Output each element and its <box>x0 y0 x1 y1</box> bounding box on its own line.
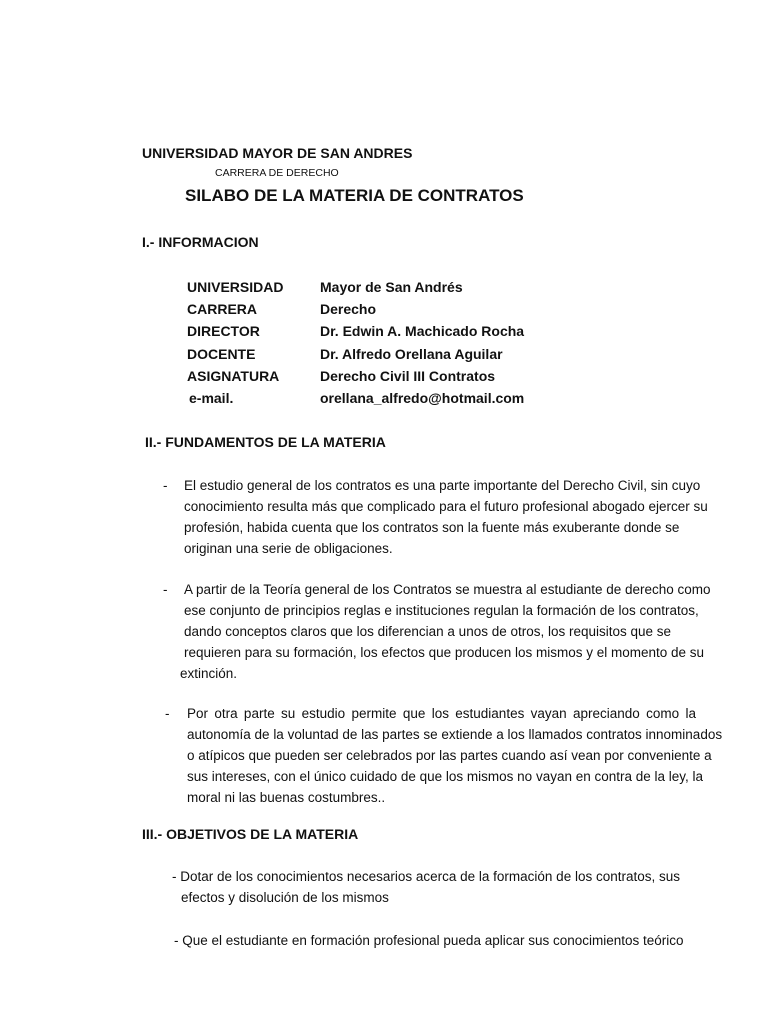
section-heading-objetivos: III.- OBJETIVOS DE LA MATERIA <box>142 826 359 842</box>
paragraph-line: A partir de la Teoría general de los Contratos se muestra al estudiante de derecho como <box>184 582 711 597</box>
info-label: DIRECTOR <box>187 323 260 339</box>
section-heading-fundamentos: II.- FUNDAMENTOS DE LA MATERIA <box>145 434 386 450</box>
list-dash: - <box>163 478 168 493</box>
objetivo-item-1 <box>0 866 768 910</box>
fundamentos-paragraph-1 <box>0 475 768 565</box>
paragraph-line: sus intereses, con el único cuidado de que los mismos no vayan en contra de la ley, la <box>187 769 704 784</box>
info-row <box>0 368 768 390</box>
info-label: DOCENTE <box>187 346 256 362</box>
email-link[interactable]: orellana_alfredo@hotmail.com <box>320 390 525 406</box>
paragraph-line: requieren para su formación, los efectos que producen los mismos y el momento de su <box>184 645 705 660</box>
info-row <box>0 323 768 345</box>
list-dash: - <box>165 706 170 721</box>
info-value: Mayor de San Andrés <box>320 279 463 295</box>
paragraph-line: ese conjunto de principios reglas e instituciones regulan la formación de los contratos, <box>184 603 699 618</box>
university-heading: UNIVERSIDAD MAYOR DE SAN ANDRES <box>142 145 413 161</box>
paragraph-line: profesión, habida cuenta que los contratos son la fuente más exuberante donde se <box>184 520 680 535</box>
list-dash: - <box>163 582 168 597</box>
paragraph-line: autonomía de la voluntad de las partes se extiende a los llamados contratos innominados <box>187 727 723 742</box>
career-subheading: CARRERA DE DERECHO <box>215 167 339 179</box>
info-label: CARRERA <box>187 301 257 317</box>
fundamentos-paragraph-3 <box>0 703 768 813</box>
paragraph-line: Por otra parte su estudio permite que los estudiantes vayan apreciando como la <box>187 706 696 721</box>
objetivo-item-2 <box>0 930 768 952</box>
info-row <box>0 301 768 323</box>
info-value: Derecho Civil III Contratos <box>320 368 496 384</box>
paragraph-line: - Que el estudiante en formación profesional pueda aplicar sus conocimientos teórico <box>174 933 684 948</box>
paragraph-line: efectos y disolución de los mismos <box>181 890 389 905</box>
info-label: e-mail. <box>189 390 234 406</box>
paragraph-line: El estudio general de los contratos es una parte importante del Derecho Civil, sin cuyo <box>184 478 701 493</box>
paragraph-line: extinción. <box>180 666 238 681</box>
info-row <box>0 346 768 368</box>
paragraph-line: dando conceptos claros que los diferencian a unos de otros, los requisitos que se <box>184 624 672 639</box>
document-title: SILABO DE LA MATERIA DE CONTRATOS <box>185 186 524 205</box>
info-value: Dr. Edwin A. Machicado Rocha <box>320 323 525 339</box>
info-row <box>0 279 768 301</box>
paragraph-line: o atípicos que pueden ser celebrados por las partes cuando así vean por conveniente a <box>187 748 712 763</box>
info-label: UNIVERSIDAD <box>187 279 284 295</box>
info-value: Dr. Alfredo Orellana Aguilar <box>320 346 503 362</box>
paragraph-line: originan una serie de obligaciones. <box>184 541 393 556</box>
paragraph-line: moral ni las buenas costumbres.. <box>187 790 386 805</box>
paragraph-line: - Dotar de los conocimientos necesarios acerca de la formación de los contratos, sus <box>172 869 680 884</box>
section-heading-informacion: I.- INFORMACION <box>142 234 259 250</box>
paragraph-line: conocimiento resulta más que complicado para el futuro profesional abogado ejercer su <box>184 499 708 514</box>
info-value: Derecho <box>320 301 377 317</box>
info-row <box>0 390 768 412</box>
fundamentos-paragraph-2 <box>0 579 768 689</box>
info-label: ASIGNATURA <box>187 368 280 384</box>
